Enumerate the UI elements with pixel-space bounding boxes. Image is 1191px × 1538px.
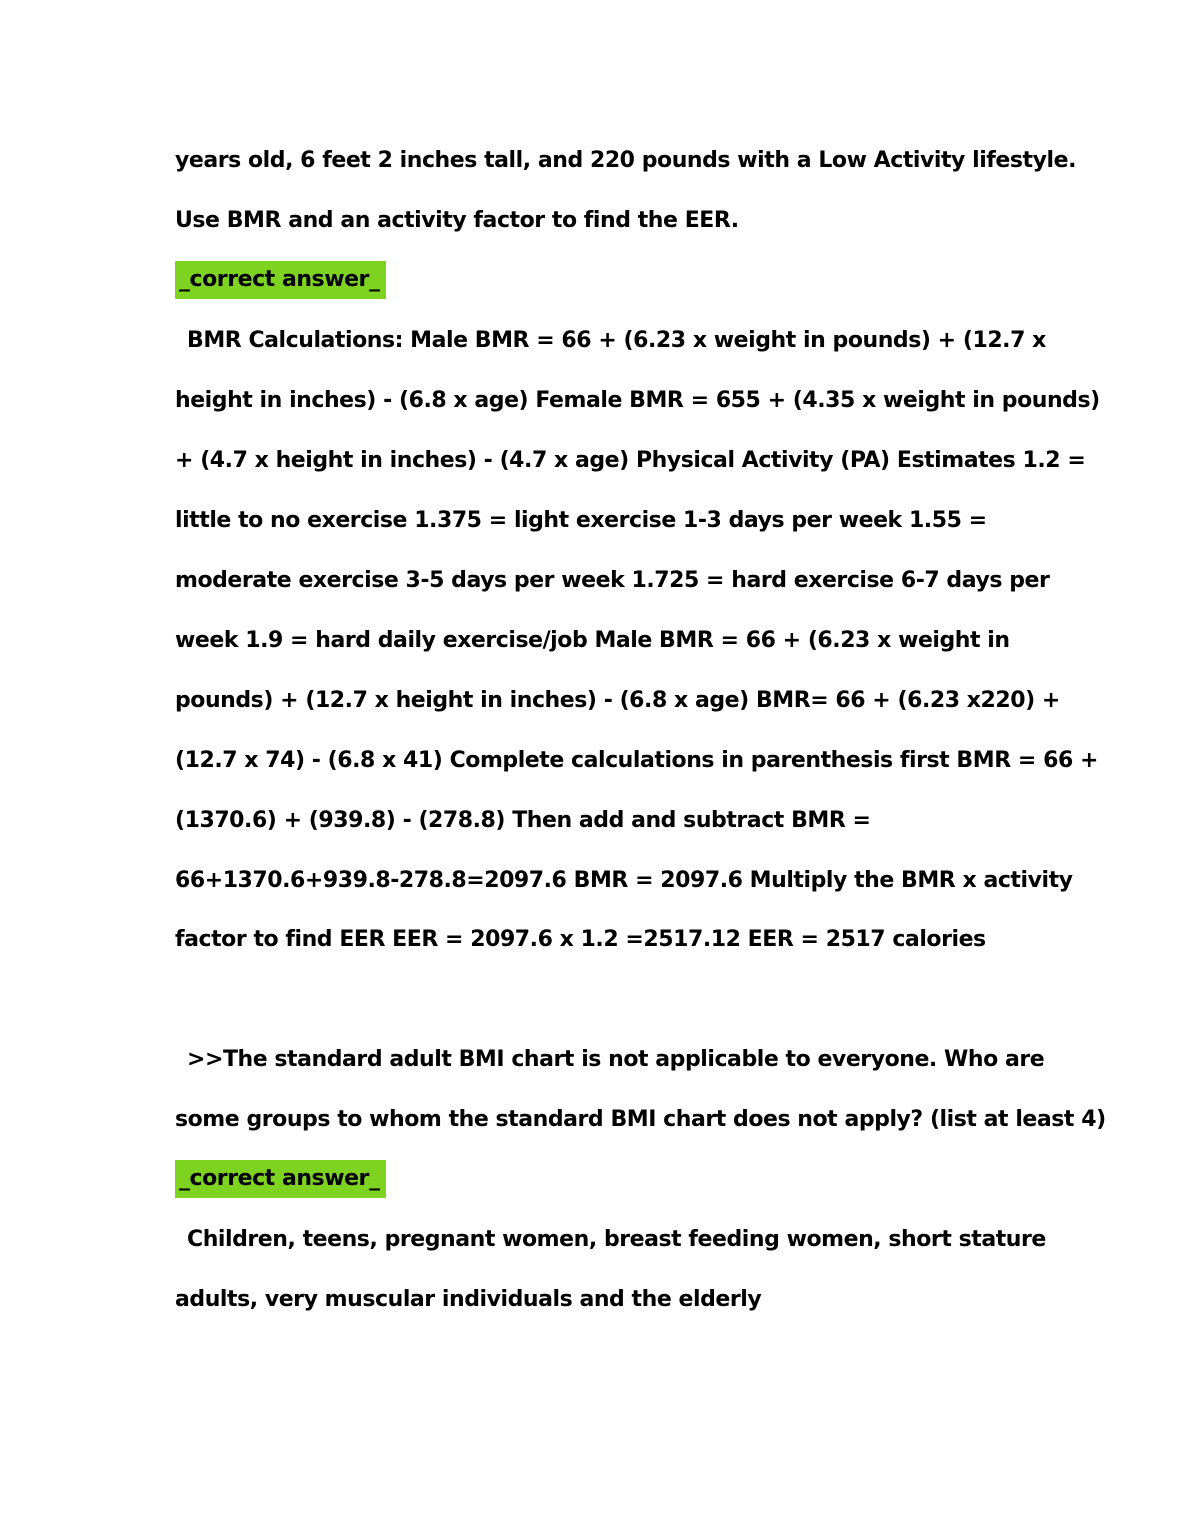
answer1-line-5: moderate exercise 3-5 days per week 1.725 = hard exercise 6-7 days per — [175, 568, 1050, 593]
answer1-line-1: BMR Calculations: Male BMR = 66 + (6.23 x weight in pounds) + (12.7 x — [187, 328, 1046, 353]
answer1-line-6: week 1.9 = hard daily exercise/job Male BMR = 66 + (6.23 x weight in — [175, 628, 1010, 653]
answer1-line-2: height in inches) - (6.8 x age) Female BMR = 655 + (4.35 x weight in pounds) — [175, 388, 1100, 413]
answer1-line-3: + (4.7 x height in inches) - (4.7 x age) Physical Activity (PA) Estimates 1.2 = — [175, 448, 1086, 473]
correct-answer-badge-2: _correct answer_ — [175, 1160, 386, 1198]
answer1-line-10: 66+1370.6+939.8-278.8=2097.6 BMR = 2097.6 Multiply the BMR x activity — [175, 868, 1073, 893]
answer1-line-7: pounds) + (12.7 x height in inches) - (6.8 x age) BMR= 66 + (6.23 x220) + — [175, 688, 1060, 713]
answer2-line-2: adults, very muscular individuals and the elderly — [175, 1287, 762, 1312]
question2-line-2: some groups to whom the standard BMI chart does not apply? (list at least 4) — [175, 1107, 1106, 1132]
question1-line-2: Use BMR and an activity factor to find the EER. — [175, 208, 739, 233]
answer1-line-4: little to no exercise 1.375 = light exercise 1-3 days per week 1.55 = — [175, 508, 987, 533]
answer1-line-11: factor to find EER EER = 2097.6 x 1.2 =2517.12 EER = 2517 calories — [175, 927, 986, 952]
correct-answer-badge-1: _correct answer_ — [175, 261, 386, 299]
question2-line-1: >>The standard adult BMI chart is not applicable to everyone. Who are — [187, 1047, 1045, 1072]
answer2-line-1: Children, teens, pregnant women, breast feeding women, short stature — [187, 1227, 1046, 1252]
question1-line-1: years old, 6 feet 2 inches tall, and 220 pounds with a Low Activity lifestyle. — [175, 148, 1076, 173]
answer1-line-8: (12.7 x 74) - (6.8 x 41) Complete calculations in parenthesis first BMR = 66 + — [175, 748, 1098, 773]
answer1-line-9: (1370.6) + (939.8) - (278.8) Then add and subtract BMR = — [175, 808, 871, 833]
